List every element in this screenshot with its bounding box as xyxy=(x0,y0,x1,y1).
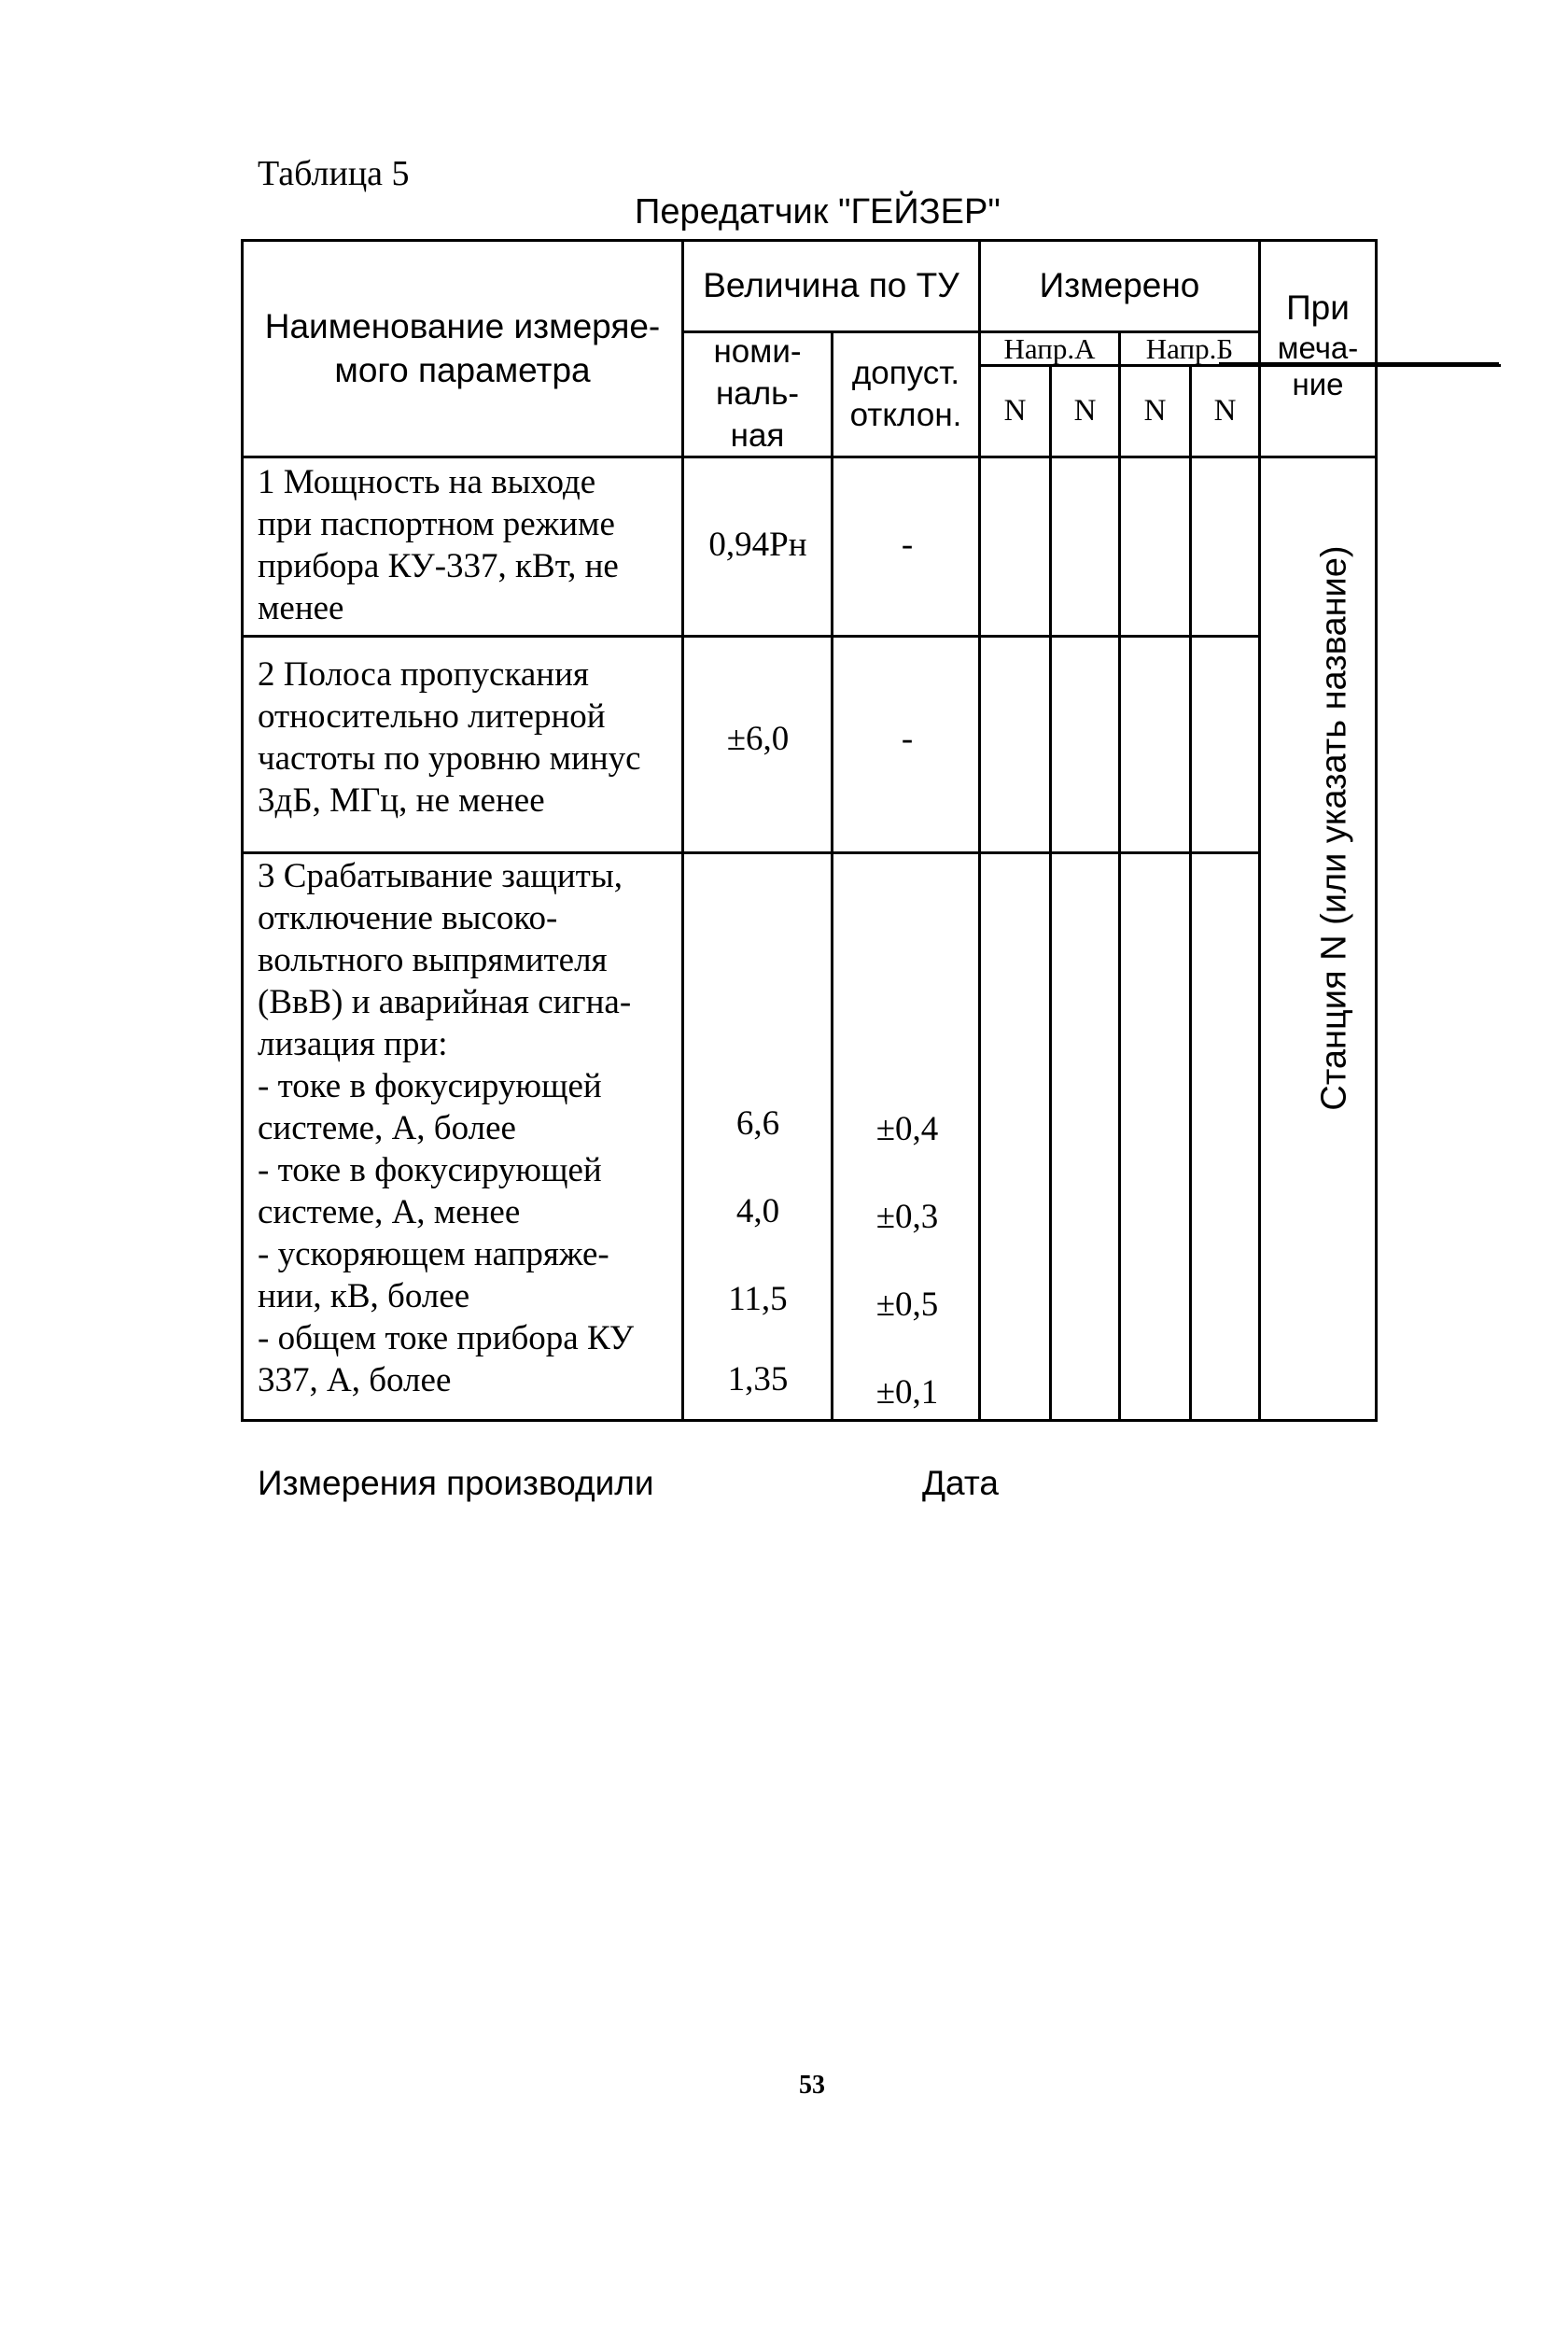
header-value: Величина по ТУ xyxy=(703,266,959,305)
page-number: 53 xyxy=(799,2071,825,2100)
remark-vertical-text: Станция N (или указать название) xyxy=(1314,545,1354,1111)
header-dir-a: Напр.А xyxy=(1003,331,1096,365)
tolerance-value: ±0,5 xyxy=(875,1286,939,1324)
table-row: 3 Срабатывание защиты, отключение высоко- вольтного выпрямителя (ВвВ) и аварийная сигна- лизация при: - токе в фокусирующей системе, А, более - токе в фокусирующей системе, А, менее - ускоряющем напряже- нии, кВ, более - общем токе прибора КУ 337, А, более xyxy=(258,857,635,1399)
nominal-value: 4,0 xyxy=(735,1192,780,1230)
nominal-value: 6,6 xyxy=(735,1104,780,1143)
header-n: N xyxy=(1073,394,1097,428)
header-tolerance: допуст. отклон. xyxy=(849,354,962,433)
header-remark: При меча- ние xyxy=(1277,288,1359,402)
nominal-value: 1,35 xyxy=(727,1360,789,1398)
date-label: Дата xyxy=(922,1464,999,1502)
tolerance-value: ±0,3 xyxy=(875,1198,939,1236)
parameters-table xyxy=(241,239,1378,1422)
table-title: Передатчик "ГЕЙЗЕР" xyxy=(635,192,1001,232)
nominal-value: 0,94Рн xyxy=(708,526,807,564)
tolerance-value: - xyxy=(901,720,914,758)
tolerance-value: ±0,4 xyxy=(875,1110,939,1148)
header-measured: Измерено xyxy=(1039,266,1200,305)
header-dir-b: Напр.Б xyxy=(1145,331,1234,365)
header-n: N xyxy=(1213,394,1237,428)
table-row: 1 Мощность на выходе при паспортном режиме прибора КУ-337, кВт, не менее xyxy=(258,463,619,627)
tolerance-value: - xyxy=(901,526,914,564)
table-label: Таблица 5 xyxy=(258,154,410,193)
table-row: 2 Полоса пропускания относительно литерной частоты по уровню минус 3дБ, МГц, не менее xyxy=(258,655,641,820)
header-n: N xyxy=(1003,394,1027,428)
nominal-value: 11,5 xyxy=(728,1280,788,1318)
nominal-value: ±6,0 xyxy=(726,720,790,758)
tolerance-value: ±0,1 xyxy=(875,1373,939,1412)
header-param: Наименование измеряе- мого параметра xyxy=(264,307,661,389)
measured-by-label: Измерения производили xyxy=(258,1464,654,1502)
header-n: N xyxy=(1143,394,1167,428)
header-nominal: номи- наль- ная xyxy=(713,333,802,454)
